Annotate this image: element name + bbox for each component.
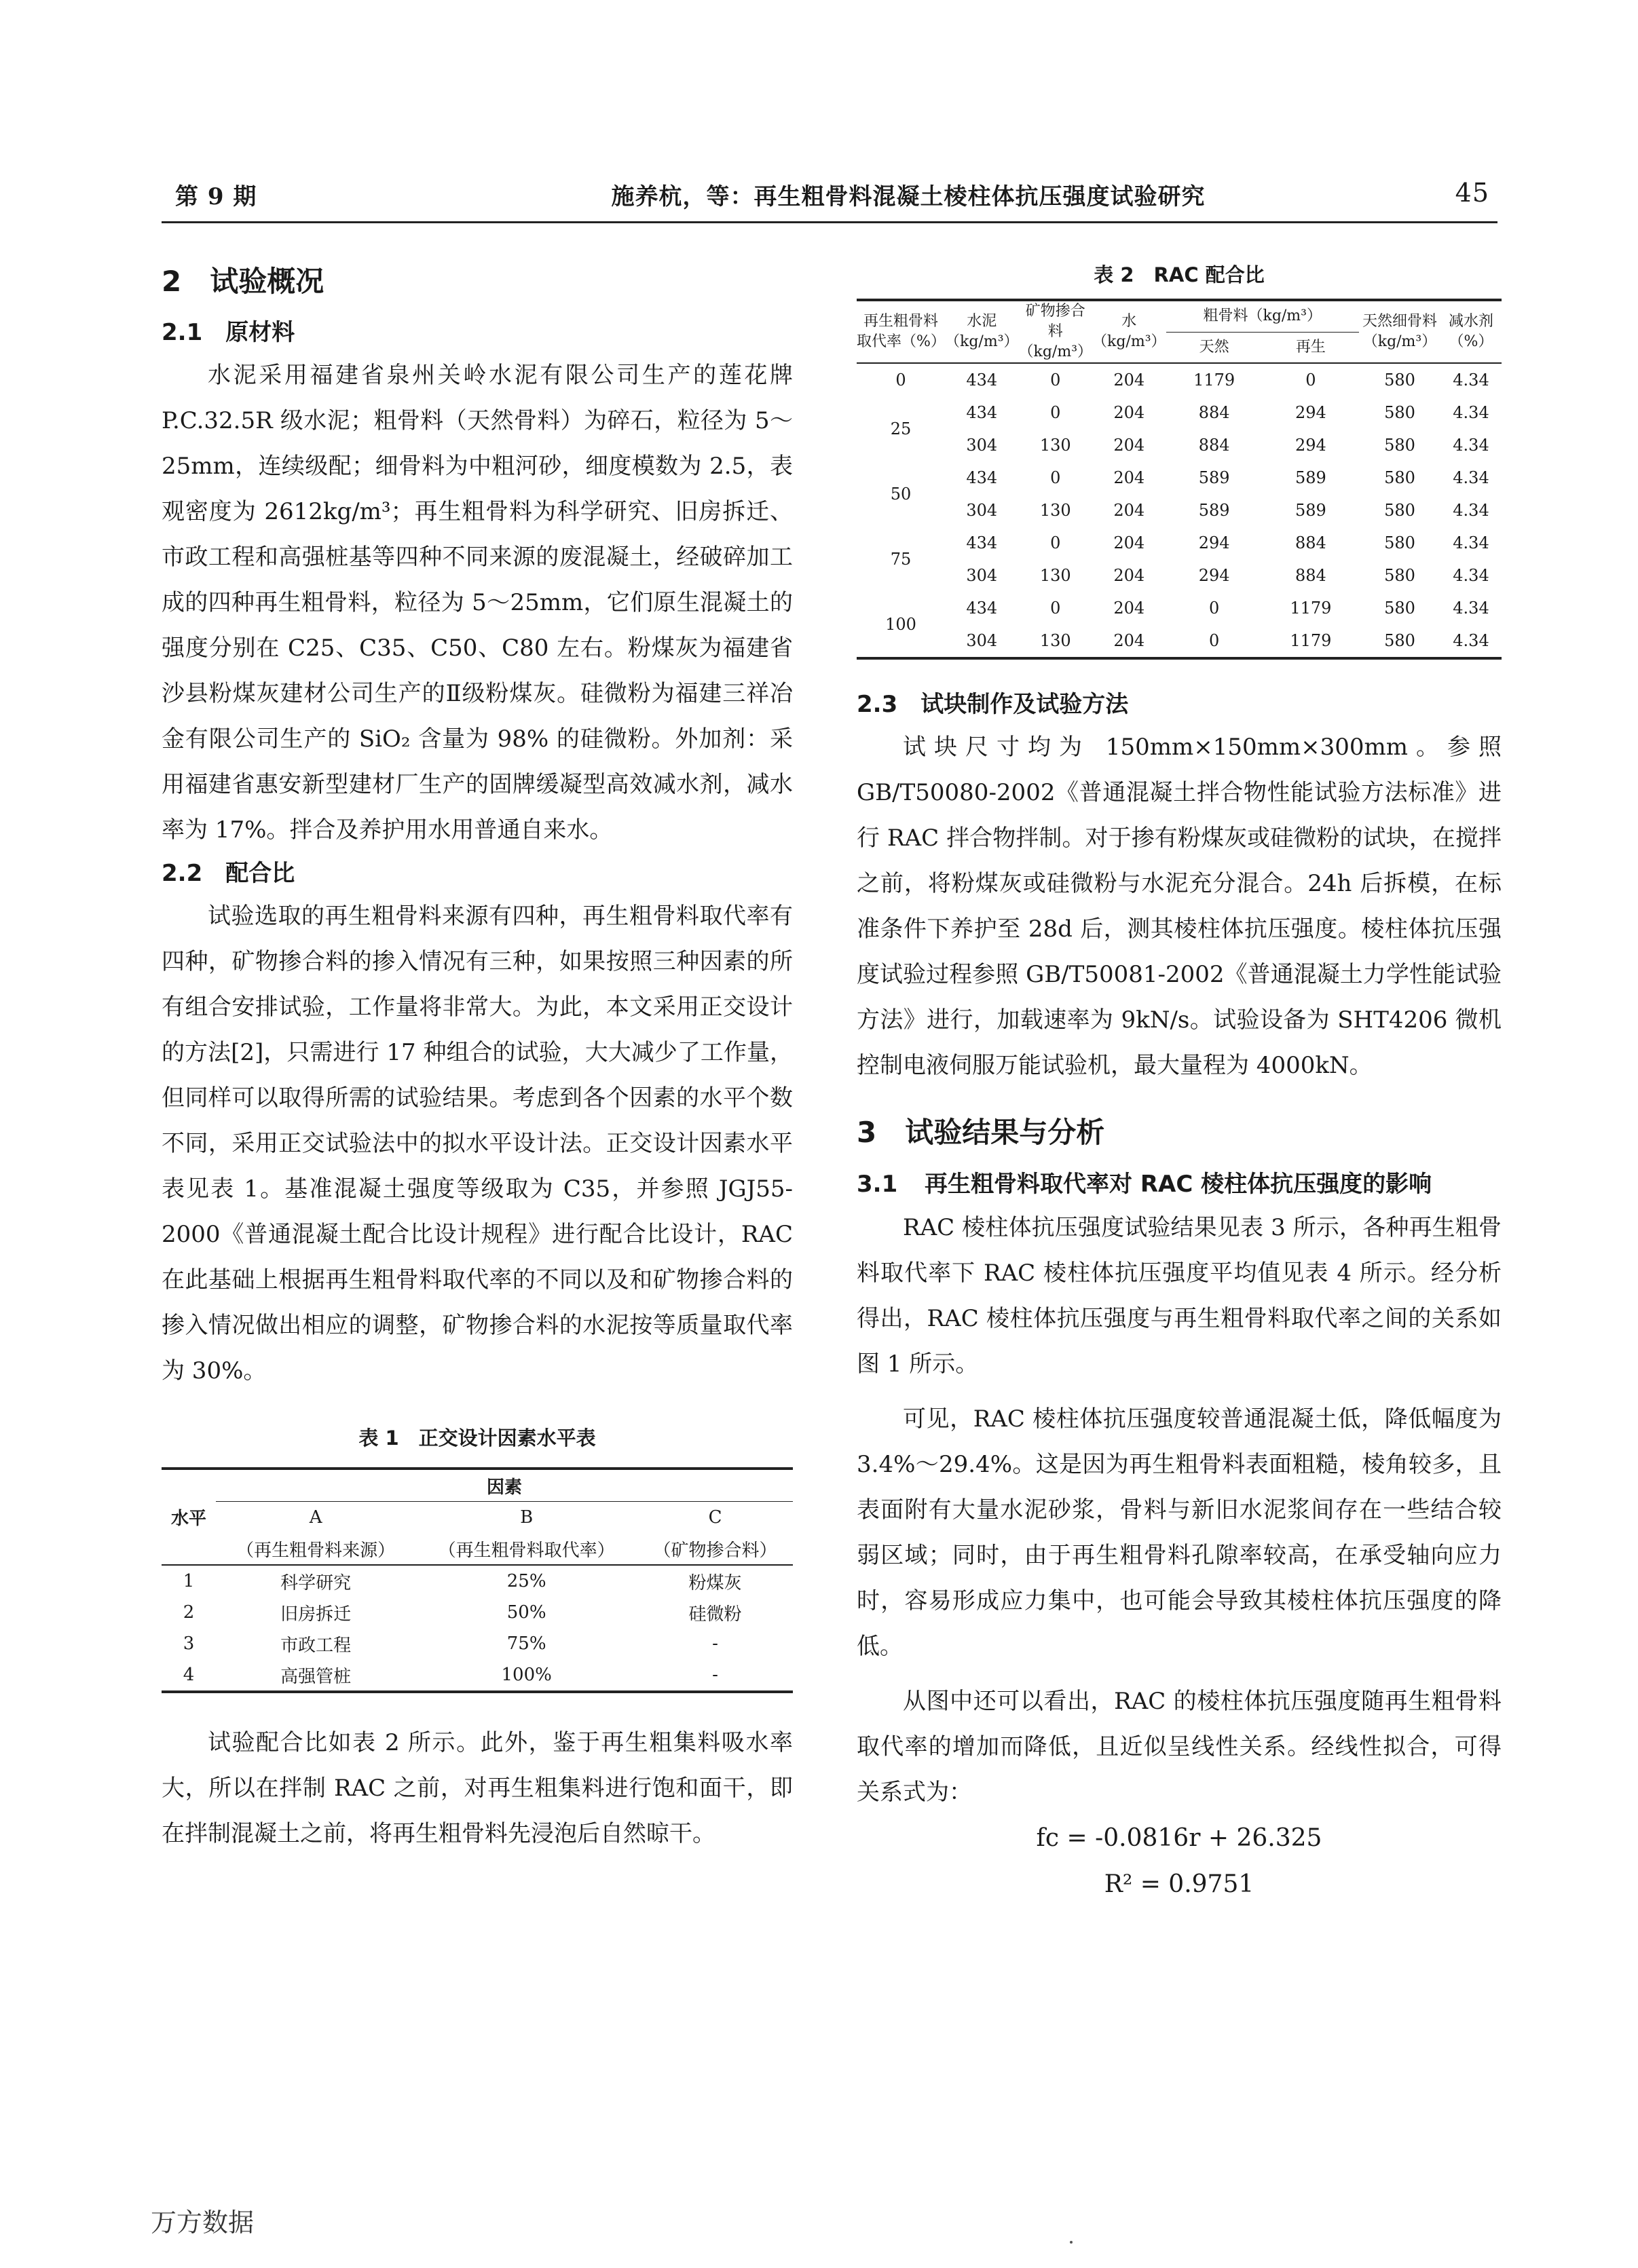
table-cell: - xyxy=(712,1633,718,1654)
table-cell: 434 xyxy=(966,599,998,618)
table-row xyxy=(857,396,1502,429)
table-cell: 204 xyxy=(1113,599,1145,618)
watermark: 万方数据 xyxy=(151,2208,255,2237)
table-cell: 旧房拆迁 xyxy=(280,1604,352,1625)
table-cell: 1179 xyxy=(1193,371,1235,390)
table-cell: 294 xyxy=(1295,436,1326,455)
table-cell: 3 xyxy=(183,1633,195,1654)
table-cell: 304 xyxy=(966,501,998,520)
table-cell: 科学研究 xyxy=(280,1572,352,1593)
table-cell: 市政工程 xyxy=(280,1635,352,1656)
table-cell: 0 xyxy=(1208,599,1220,618)
table-row xyxy=(162,1628,793,1659)
section-3-1-paragraph-3: 从图中还可以看出，RAC 的棱柱体抗压强度随再生粗骨料取代率的增加而降低，且近似呈线性关系。经线性拟合，可得关系式为： xyxy=(857,1688,1502,1806)
section-3-heading: 3 试验结果与分析 xyxy=(857,1116,1105,1149)
table-cell: 434 xyxy=(966,403,998,422)
table-1-col-letter: B xyxy=(520,1507,534,1528)
table-cell: 434 xyxy=(966,533,998,552)
table-cell: 580 xyxy=(1384,371,1415,390)
table-2-header-natural: 天然 xyxy=(1166,332,1263,363)
table-row xyxy=(857,461,1502,494)
table-cell: 580 xyxy=(1384,403,1415,422)
header-rule xyxy=(162,221,1497,223)
table-cell: 294 xyxy=(1295,403,1326,422)
table-row xyxy=(162,1597,793,1628)
table-cell: 434 xyxy=(966,468,998,487)
table-cell: 884 xyxy=(1295,533,1326,552)
section-2-2-heading: 2.2 配合比 xyxy=(162,860,295,887)
table-1-col-name: （矿物掺合料） xyxy=(637,1533,793,1565)
table-cell: 0 xyxy=(1305,371,1316,390)
table-2-header-fine: 天然细骨料（kg/m³） xyxy=(1359,300,1440,363)
table-1-caption: 表 1 正交设计因素水平表 xyxy=(358,1426,596,1450)
table-cell: 4.34 xyxy=(1453,599,1489,618)
table-cell: 204 xyxy=(1113,371,1145,390)
table-row xyxy=(857,494,1502,527)
table-2-header-cement: 水泥（kg/m³） xyxy=(945,300,1019,363)
table-cell-rate: 75 xyxy=(890,550,912,569)
table-cell: 204 xyxy=(1113,501,1145,520)
table-cell: 0 xyxy=(1050,468,1061,487)
table-cell: 0 xyxy=(1050,599,1061,618)
table-cell: 130 xyxy=(1019,624,1093,658)
table-cell: 294 xyxy=(1198,533,1230,552)
table-cell-rate: 25 xyxy=(890,419,912,438)
table-cell: 304 xyxy=(945,624,1019,658)
table-cell: 204 xyxy=(1113,403,1145,422)
table-row xyxy=(857,527,1502,559)
table-cell: 589 xyxy=(1198,468,1230,487)
table-cell: 硅微粉 xyxy=(688,1604,742,1625)
issue-label: 第 9 期 xyxy=(175,183,257,210)
table-1-level-header: 水平 xyxy=(162,1469,216,1565)
table-row xyxy=(857,363,1502,396)
table-2-header-coarse: 粗骨料（kg/m³） xyxy=(1166,300,1360,332)
scan-dot xyxy=(1070,2241,1073,2244)
table-cell: 2 xyxy=(183,1602,195,1623)
table-cell: 100% xyxy=(415,1659,637,1692)
table-cell: 4.34 xyxy=(1453,371,1489,390)
table-cell: 0 xyxy=(1166,624,1263,658)
table-cell: 204 xyxy=(1092,624,1166,658)
table-2 xyxy=(857,299,1502,660)
table-2-header-rate: 再生粗骨料取代率（%） xyxy=(857,300,945,363)
table-cell: 1 xyxy=(183,1571,195,1591)
section-3-1-heading xyxy=(857,1163,1502,1205)
section-2-3-paragraph: 试块尺寸均为 150mm×150mm×300mm。参照 GB/T50080-2002《普通混凝土拌合物性能试验方法标准》进行 RAC 拌合物拌制。对于掺有粉煤灰或硅微粉的试块，在搅拌之前，将粉煤灰或硅微粉与水泥充分混合。24h 后拆模，在标准条件下养护至 28d 后，测其棱柱体抗压强度。棱柱体抗压强度试验过程参照 GB/T50081-2002《普通混凝土力学性能试验方法》进行，加载速率为 9kN/s。试验设备为 SHT4206 微机控制电液伺服万能试验机，最大量程为 4000kN。 xyxy=(857,734,1502,1079)
table-row xyxy=(857,559,1502,592)
section-3-1-number: 3.1 xyxy=(857,1171,898,1198)
table-cell-rate: 50 xyxy=(890,485,912,504)
table-cell: 580 xyxy=(1384,436,1415,455)
section-2-1-heading: 2.1 原材料 xyxy=(162,319,295,346)
table-cell: 204 xyxy=(1113,533,1145,552)
running-header xyxy=(162,178,1496,219)
table-row xyxy=(857,429,1502,461)
table-cell: 580 xyxy=(1384,566,1415,585)
table-cell: 粉煤灰 xyxy=(688,1572,742,1593)
table-cell: 25% xyxy=(506,1571,546,1591)
table-cell: 50% xyxy=(506,1602,546,1623)
table-cell: 75% xyxy=(506,1633,546,1654)
table-cell: 高强管桩 xyxy=(216,1659,415,1692)
table-1-col-letter: C xyxy=(708,1507,722,1528)
table-cell: 4.34 xyxy=(1453,533,1489,552)
table-cell-rate: 100 xyxy=(857,592,945,658)
table-1 xyxy=(162,1467,793,1693)
running-title: 施养杭，等：再生粗骨料混凝土棱柱体抗压强度试验研究 xyxy=(611,183,1206,210)
section-2-3-heading: 2.3 试块制作及试验方法 xyxy=(857,691,1129,718)
table-cell: - xyxy=(637,1659,793,1692)
right-column xyxy=(857,258,1502,1908)
table-1-col-letter: A xyxy=(309,1507,322,1528)
table-cell: 589 xyxy=(1198,501,1230,520)
r-squared: R² = 0.9751 xyxy=(1104,1870,1254,1898)
table-cell: 884 xyxy=(1198,436,1230,455)
table-cell: 204 xyxy=(1113,566,1145,585)
table-cell: 204 xyxy=(1113,436,1145,455)
table-cell: 304 xyxy=(966,566,998,585)
table-cell: 589 xyxy=(1295,468,1326,487)
table-2-header-reducer: 减水剂（%） xyxy=(1440,300,1502,363)
table-cell: 1179 xyxy=(1290,599,1332,618)
table-cell: 304 xyxy=(966,436,998,455)
after-table-1-paragraph: 试验配合比如表 2 所示。此外，鉴于再生粗集料吸水率大，所以在拌制 RAC 之前，对再生粗集料进行饱和面干，即在拌制混凝土之前，将再生粗骨料先浸泡后自然晾干。 xyxy=(162,1729,793,1847)
section-2-heading: 2 试验概况 xyxy=(162,265,324,298)
table-2-header-water: 水（kg/m³） xyxy=(1092,300,1166,363)
table-cell: 204 xyxy=(1113,468,1145,487)
table-cell: 580 xyxy=(1384,501,1415,520)
table-cell: 4.34 xyxy=(1453,403,1489,422)
table-2-header-mineral: 矿物掺合料（kg/m³） xyxy=(1019,300,1093,363)
table-cell: 589 xyxy=(1295,501,1326,520)
table-1-factor-header: 因素 xyxy=(216,1469,793,1502)
table-cell: 130 xyxy=(1039,566,1071,585)
table-cell: 130 xyxy=(1039,501,1071,520)
table-cell: 4.34 xyxy=(1453,566,1489,585)
regression-formula: fc = -0.0816r + 26.325 xyxy=(1036,1824,1322,1852)
section-2-1-paragraph: 水泥采用福建省泉州关岭水泥有限公司生产的莲花牌 P.C.32.5R 级水泥；粗骨料（天然骨料）为碎石，粒径为 5～25mm，连续级配；细骨料为中粗河砂，细度模数为 2.5，表观密度为 2612kg/m³；再生粗骨料为科学研究、旧房拆迁、市政工程和高强桩基等四种不同来源的废混凝土，经破碎加工成的四种再生粗骨料，粒径为 5～25mm，它们原生混凝土的强度分别在 C25、C35、C50、C80 左右。粉煤灰为福建省沙县粉煤灰建材公司生产的Ⅱ级粉煤灰。硅微粉为福建三祥冶金有限公司生产的 SiO₂ 含量为 98% 的硅微粉。外加剂：采用福建省惠安新型建材厂生产的固牌缓凝型高效减水剂，减水率为 17%。拌合及养护用水用普通自来水。 xyxy=(162,362,793,844)
table-cell: 0 xyxy=(1050,403,1061,422)
table-row xyxy=(162,1565,793,1597)
table-cell: 4.34 xyxy=(1440,624,1502,658)
table-cell: 4 xyxy=(162,1659,216,1692)
table-row xyxy=(857,624,1502,658)
table-1-col-name: （再生粗骨料取代率） xyxy=(415,1533,637,1565)
table-cell: 294 xyxy=(1198,566,1230,585)
left-column xyxy=(162,251,793,1857)
table-cell: 580 xyxy=(1384,533,1415,552)
section-3-1-paragraph-1: RAC 棱柱体抗压强度试验结果见表 3 所示，各种再生粗骨料取代率下 RAC 棱柱体抗压强度平均值见表 4 所示。经分析得出，RAC 棱柱体抗压强度与再生粗骨料取代率之间的关系如图 1 所示。 xyxy=(857,1214,1502,1378)
table-cell: 580 xyxy=(1359,624,1440,658)
table-2-body xyxy=(857,363,1502,658)
table-cell: 580 xyxy=(1384,468,1415,487)
table-cell: 884 xyxy=(1295,566,1326,585)
table-cell: 434 xyxy=(966,371,998,390)
page-number: 45 xyxy=(1455,178,1489,208)
table-2-header-recycled: 再生 xyxy=(1263,332,1359,363)
section-3-1-paragraph-2: 可见，RAC 棱柱体抗压强度较普通混凝土低，降低幅度为 3.4%～29.4%。这是因为再生粗骨料表面粗糙，棱角较多，且表面附有大量水泥砂浆，骨料与新旧水泥浆间存在一些结合较弱区域；同时，由于再生粗骨料孔隙率较高，在承受轴向应力时，容易形成应力集中，也可能会导致其棱柱体抗压强度的降低。 xyxy=(857,1405,1502,1660)
table-cell: 0 xyxy=(1050,533,1061,552)
section-3-1-title: 再生粗骨料取代率对 RAC 棱柱体抗压强度的影响 xyxy=(925,1171,1432,1198)
table-cell-rate: 0 xyxy=(895,371,906,390)
table-cell: 4.34 xyxy=(1453,468,1489,487)
section-2-2-paragraph: 试验选取的再生粗骨料来源有四种，再生粗骨料取代率有四种，矿物掺合料的掺入情况有三种，如果按照三种因素的所有组合安排试验，工作量将非常大。为此，本文采用正交设计的方法[2]，只需进行 17 种组合的试验，大大减少了工作量，但同样可以取得所需的试验结果。考虑到各个因素的水平个数不同，采用正交试验法中的拟水平设计法。正交设计因素水平表见表 1。基准混凝土强度等级取为 C35，并参照 JGJ55-2000《普通混凝土配合比设计规程》进行配合比设计，RAC 在此基础上根据再生粗骨料取代率的不同以及和矿物掺合料的掺入情况做出相应的调整，矿物掺合料的水泥按等质量取代率为 30%。 xyxy=(162,903,793,1384)
table-cell: 580 xyxy=(1384,599,1415,618)
table-2-caption: 表 2 RAC 配合比 xyxy=(1094,263,1265,286)
table-cell: 4.34 xyxy=(1453,436,1489,455)
table-cell: 4.34 xyxy=(1453,501,1489,520)
table-cell: 130 xyxy=(1039,436,1071,455)
table-cell: 0 xyxy=(1050,371,1061,390)
table-cell: 1179 xyxy=(1263,624,1359,658)
table-row xyxy=(857,592,1502,624)
table-cell: 884 xyxy=(1198,403,1230,422)
table-1-col-name: （再生粗骨料来源） xyxy=(216,1533,415,1565)
table-row xyxy=(162,1659,793,1692)
